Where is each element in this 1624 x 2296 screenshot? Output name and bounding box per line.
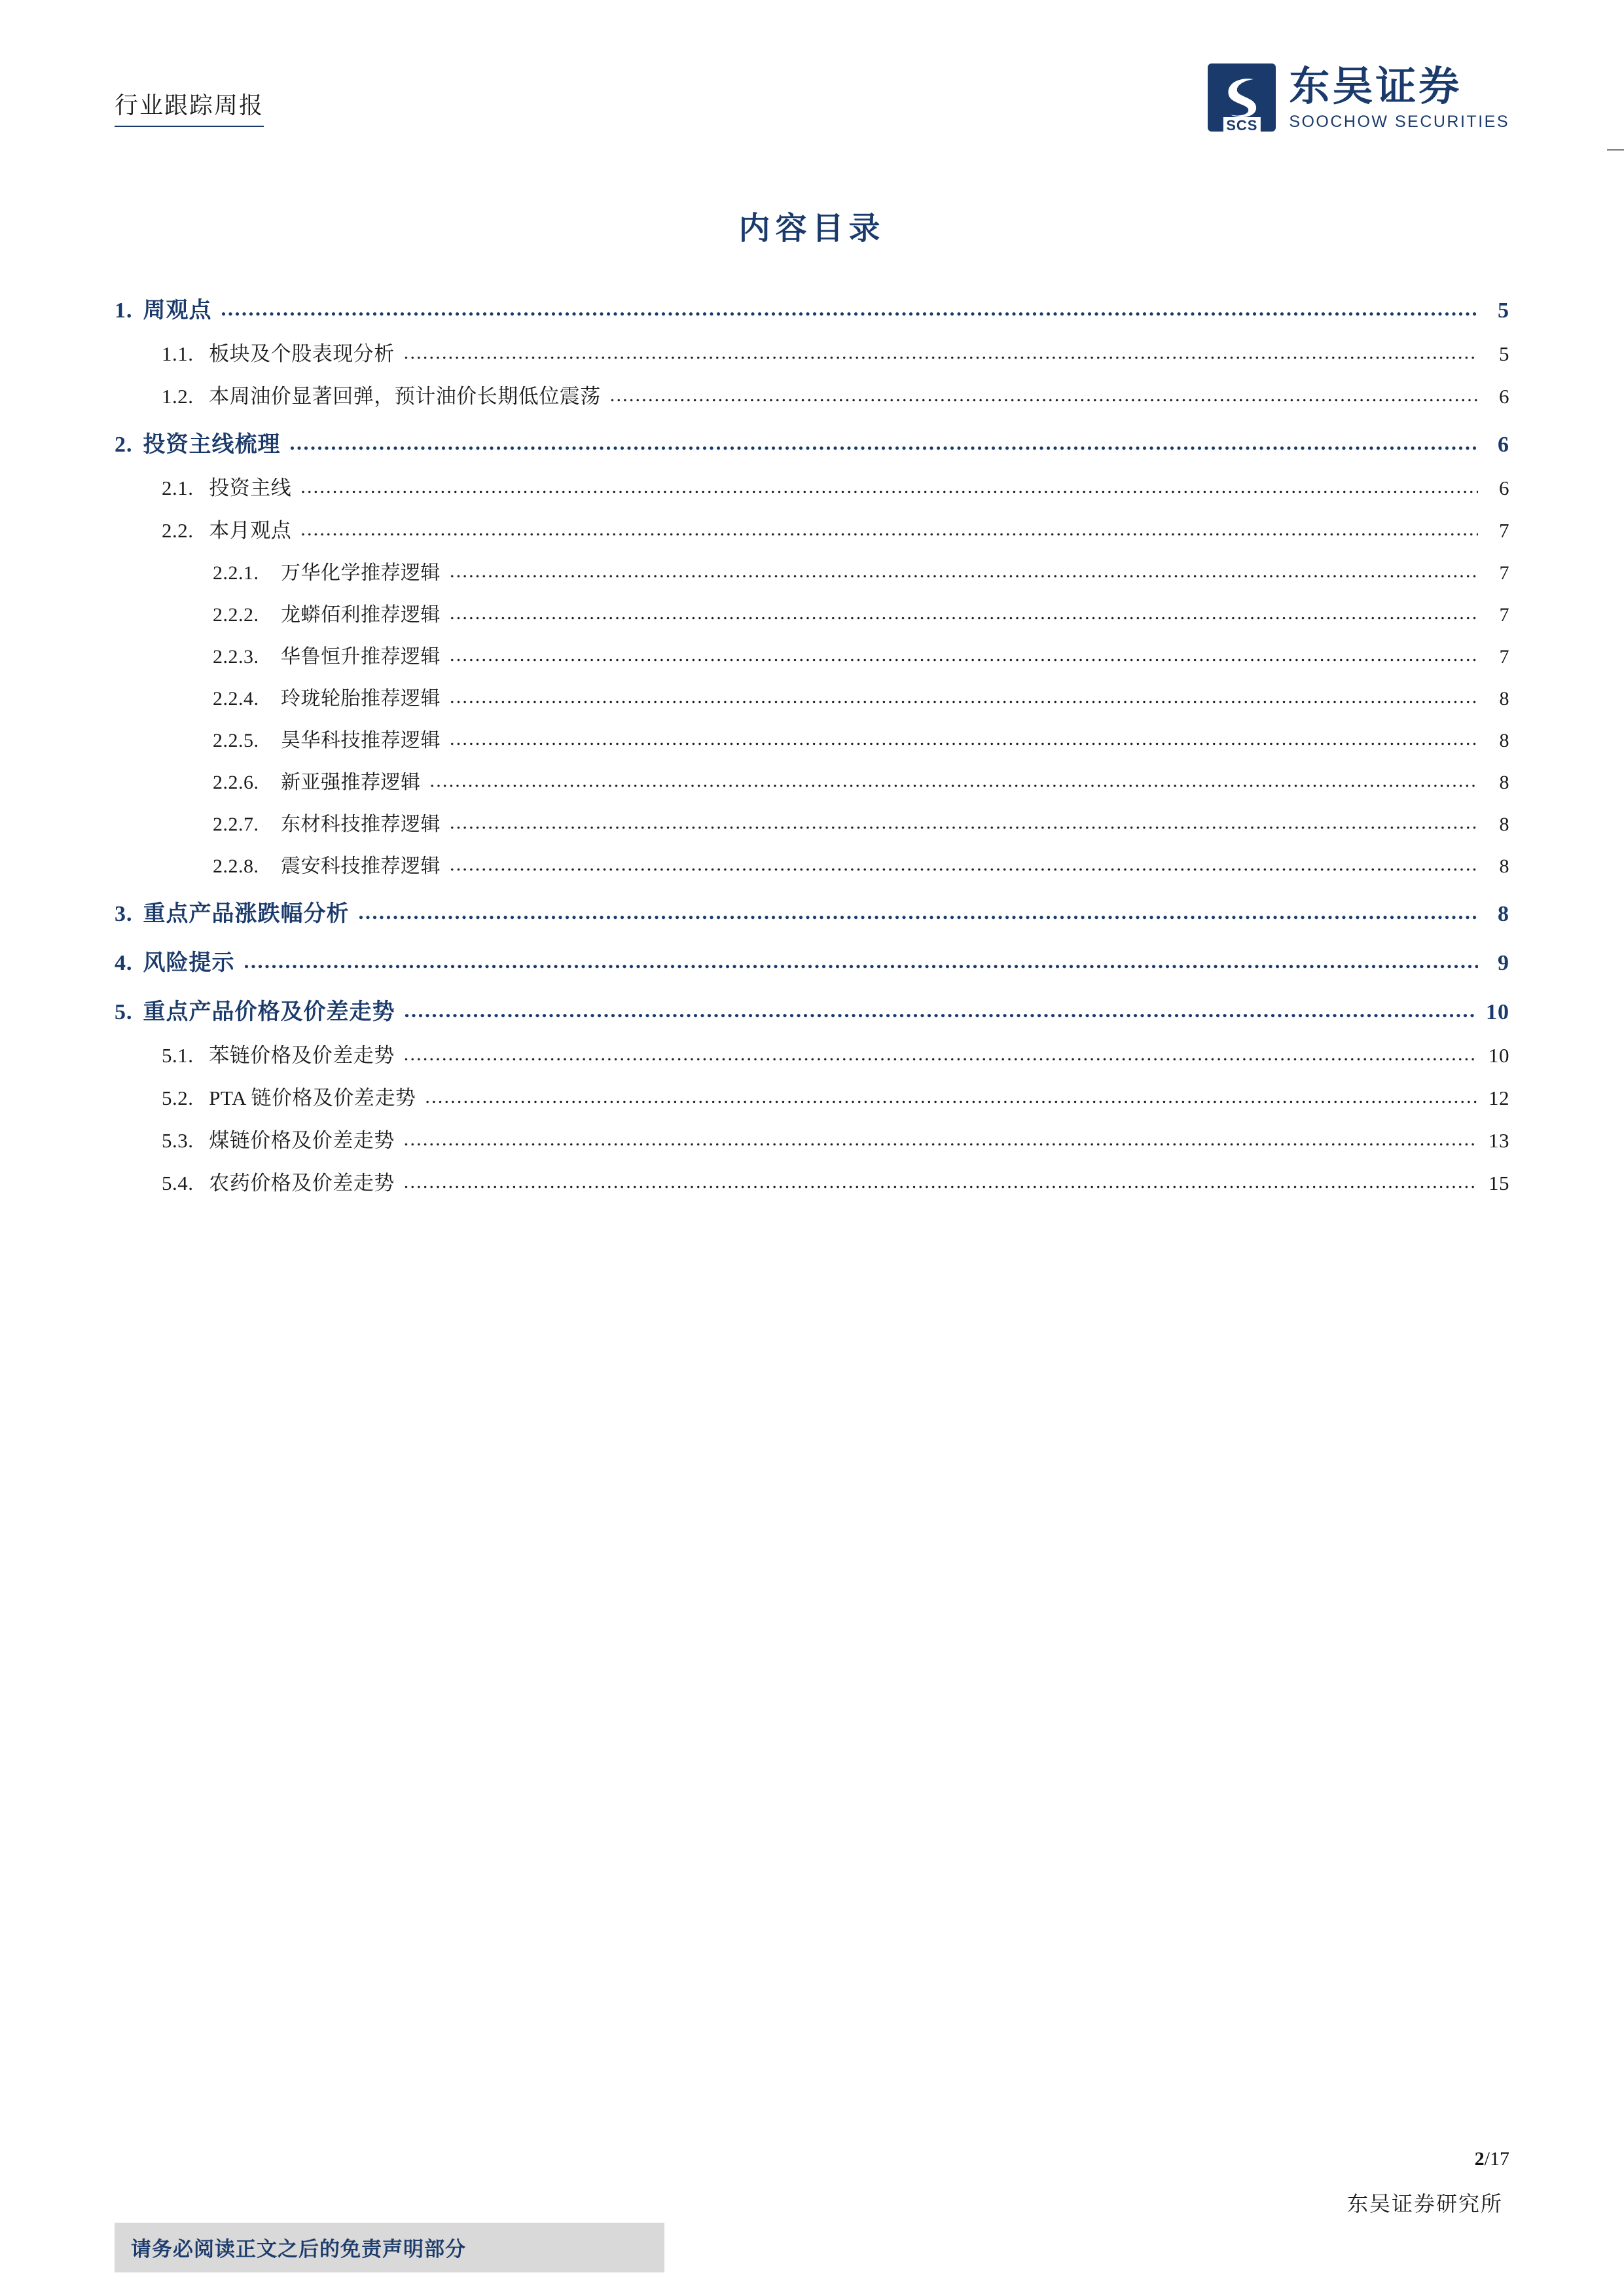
- toc-entry[interactable]: [115, 808, 1509, 836]
- toc-entry[interactable]: [115, 598, 1509, 627]
- toc-leader-dots: [244, 949, 1479, 971]
- toc-entry-page: 8: [1499, 730, 1509, 751]
- toc-entry-label: 周观点: [143, 298, 212, 323]
- toc-entry-page: 6: [1498, 433, 1509, 457]
- toc-leader-dots: [450, 602, 1478, 622]
- toc-entry-page: 13: [1489, 1129, 1509, 1152]
- toc-entry-page: 10: [1489, 1044, 1509, 1067]
- toc-entry-label: 板块及个股表现分析: [209, 342, 395, 365]
- toc-entry-page: 7: [1499, 519, 1509, 542]
- page-number-separator: /: [1484, 2148, 1490, 2170]
- toc-entry-number: 5.: [115, 1000, 133, 1024]
- toc-entry-number: 5.1.: [162, 1044, 194, 1067]
- toc-entry[interactable]: [115, 994, 1509, 1026]
- toc-leader-dots: [450, 728, 1478, 747]
- toc-leader-dots: [610, 384, 1478, 404]
- toc-entry-page: 6: [1499, 476, 1509, 499]
- toc-entry[interactable]: [115, 850, 1509, 878]
- toc-entry-number: 5.3.: [162, 1129, 194, 1152]
- toc-leader-dots: [359, 900, 1479, 922]
- toc-entry-label: 投资主线梳理: [143, 433, 281, 457]
- toc-entry-number: 2.2.5.: [213, 730, 259, 751]
- brand-logo: [1206, 62, 1509, 133]
- toc-entry-label: 玲珑轮胎推荐逻辑: [281, 688, 441, 709]
- toc-entry[interactable]: [115, 556, 1509, 585]
- toc-entry-number: 2.2.6.: [213, 772, 259, 793]
- research-institute-label: 东吴证券研究所: [1346, 2192, 1503, 2215]
- toc-entry-label: 华鲁恒升推荐逻辑: [281, 646, 441, 668]
- toc-entry-label: 苯链价格及价差走势: [209, 1044, 395, 1067]
- toc-entry-label: 煤链价格及价差走势: [209, 1129, 395, 1152]
- brand-name-cn: 东吴证券: [1289, 65, 1462, 109]
- toc-entry[interactable]: [115, 724, 1509, 753]
- toc-entry-page: 7: [1499, 562, 1509, 584]
- toc-entry-page: 6: [1499, 385, 1509, 408]
- toc-entry[interactable]: [115, 1039, 1509, 1068]
- toc-leader-dots: [450, 560, 1478, 580]
- toc-leader-dots: [221, 296, 1479, 319]
- brand-name-en: SOOCHOW SECURITIES: [1289, 113, 1509, 132]
- toc-entry-label: 本周油价显著回弹，预计油价长期低位震荡: [209, 385, 601, 408]
- toc-entry-label: PTA 链价格及价差走势: [209, 1086, 416, 1109]
- toc-entry-label: 农药价格及价差走势: [209, 1172, 395, 1194]
- toc-entry-number: 2.: [115, 433, 133, 457]
- toc-entry-page: 9: [1498, 951, 1509, 975]
- toc-entry-label: 风险提示: [143, 951, 235, 975]
- toc-entry-number: 3.: [115, 902, 133, 926]
- toc-entry[interactable]: [115, 766, 1509, 795]
- toc-entry-label: 龙蟒佰利推荐逻辑: [281, 604, 441, 626]
- toc-entry-page: 5: [1499, 342, 1509, 365]
- toc-entry-number: 2.2.4.: [213, 688, 259, 709]
- toc-entry-number: 1.: [115, 298, 133, 323]
- page-header: [115, 62, 1509, 157]
- toc-leader-dots: [290, 431, 1479, 453]
- toc-leader-dots: [404, 342, 1478, 362]
- page-number-total: 17: [1490, 2148, 1509, 2170]
- toc-entry-page: 8: [1499, 855, 1509, 877]
- toc-entry[interactable]: [115, 682, 1509, 711]
- toc-entry[interactable]: [115, 471, 1509, 501]
- toc-entry-label: 新亚强推荐逻辑: [281, 772, 421, 793]
- toc-leader-dots: [404, 1171, 1478, 1191]
- toc-entry-label: 万华化学推荐逻辑: [281, 562, 441, 584]
- toc-entry[interactable]: [115, 514, 1509, 543]
- toc-entry-number: 1.1.: [162, 342, 194, 365]
- soochow-logo-icon: [1206, 62, 1277, 133]
- toc-leader-dots: [404, 1128, 1478, 1149]
- toc-entry-number: 2.1.: [162, 476, 194, 499]
- toc-entry-number: 2.2.1.: [213, 562, 259, 584]
- toc-entry-page: 7: [1499, 604, 1509, 626]
- toc-leader-dots: [300, 518, 1478, 539]
- toc-leader-dots: [300, 476, 1478, 496]
- toc-entry-label: 重点产品涨跌幅分析: [143, 902, 350, 926]
- toc-entry-page: 5: [1498, 298, 1509, 323]
- toc-entry-number: 2.2.: [162, 519, 194, 542]
- page-number-current: 2: [1474, 2148, 1485, 2170]
- toc-entry[interactable]: [115, 292, 1509, 324]
- toc-entry-page: 12: [1489, 1086, 1509, 1109]
- toc-entry-label: 投资主线: [209, 476, 292, 499]
- toc-entry-page: 15: [1489, 1172, 1509, 1194]
- toc-entry-page: 8: [1499, 772, 1509, 793]
- toc-leader-dots: [450, 812, 1478, 831]
- toc-leader-dots: [450, 853, 1478, 873]
- toc-entry-number: 4.: [115, 951, 133, 975]
- toc-leader-dots: [425, 1086, 1478, 1106]
- toc-leader-dots: [404, 1043, 1478, 1064]
- toc-entry-number: 5.4.: [162, 1172, 194, 1194]
- logo-abbr-text: SCS: [1223, 117, 1260, 134]
- toc-entry-number: 2.2.7.: [213, 814, 259, 835]
- toc-entry[interactable]: [115, 426, 1509, 458]
- toc-entry-number: 2.2.2.: [213, 604, 259, 626]
- toc-entry-page: 8: [1499, 814, 1509, 835]
- table-of-contents: [115, 275, 1509, 1196]
- toc-entry-number: 5.2.: [162, 1086, 194, 1109]
- page-title: 内容目录: [738, 211, 886, 246]
- toc-entry-page: 10: [1486, 1000, 1509, 1024]
- brand-text: [1289, 62, 1509, 132]
- toc-entry-label: 昊华科技推荐逻辑: [281, 730, 441, 751]
- toc-leader-dots: [450, 686, 1478, 706]
- toc-entry[interactable]: [115, 380, 1509, 409]
- toc-entry[interactable]: [115, 337, 1509, 367]
- disclaimer-text: 请务必阅读正文之后的免责声明部分: [131, 2238, 466, 2261]
- toc-entry-page: 8: [1498, 902, 1509, 926]
- toc-entry-number: 2.2.3.: [213, 646, 259, 668]
- toc-entry-label: 本月观点: [209, 519, 292, 542]
- toc-entry-page: 7: [1499, 646, 1509, 668]
- toc-leader-dots: [430, 770, 1479, 789]
- toc-entry-page: 8: [1499, 688, 1509, 709]
- toc-entry-label: 震安科技推荐逻辑: [281, 855, 441, 877]
- toc-entry-number: 2.2.8.: [213, 855, 259, 877]
- toc-entry-number: 1.2.: [162, 385, 194, 408]
- page-number: [1475, 2148, 1509, 2170]
- toc-leader-dots: [450, 644, 1478, 664]
- toc-entry[interactable]: [115, 1124, 1509, 1153]
- toc-leader-dots: [405, 998, 1477, 1020]
- toc-entry[interactable]: [115, 640, 1509, 669]
- toc-entry[interactable]: [115, 1081, 1509, 1111]
- toc-entry-label: 重点产品价格及价差走势: [143, 1000, 395, 1024]
- toc-entry-label: 东材科技推荐逻辑: [281, 814, 441, 835]
- toc-entry[interactable]: [115, 944, 1509, 977]
- toc-entry[interactable]: [115, 1166, 1509, 1196]
- report-type-label: 行业跟踪周报: [115, 87, 264, 127]
- header-rule-mark: [1607, 149, 1624, 151]
- toc-entry[interactable]: [115, 895, 1509, 927]
